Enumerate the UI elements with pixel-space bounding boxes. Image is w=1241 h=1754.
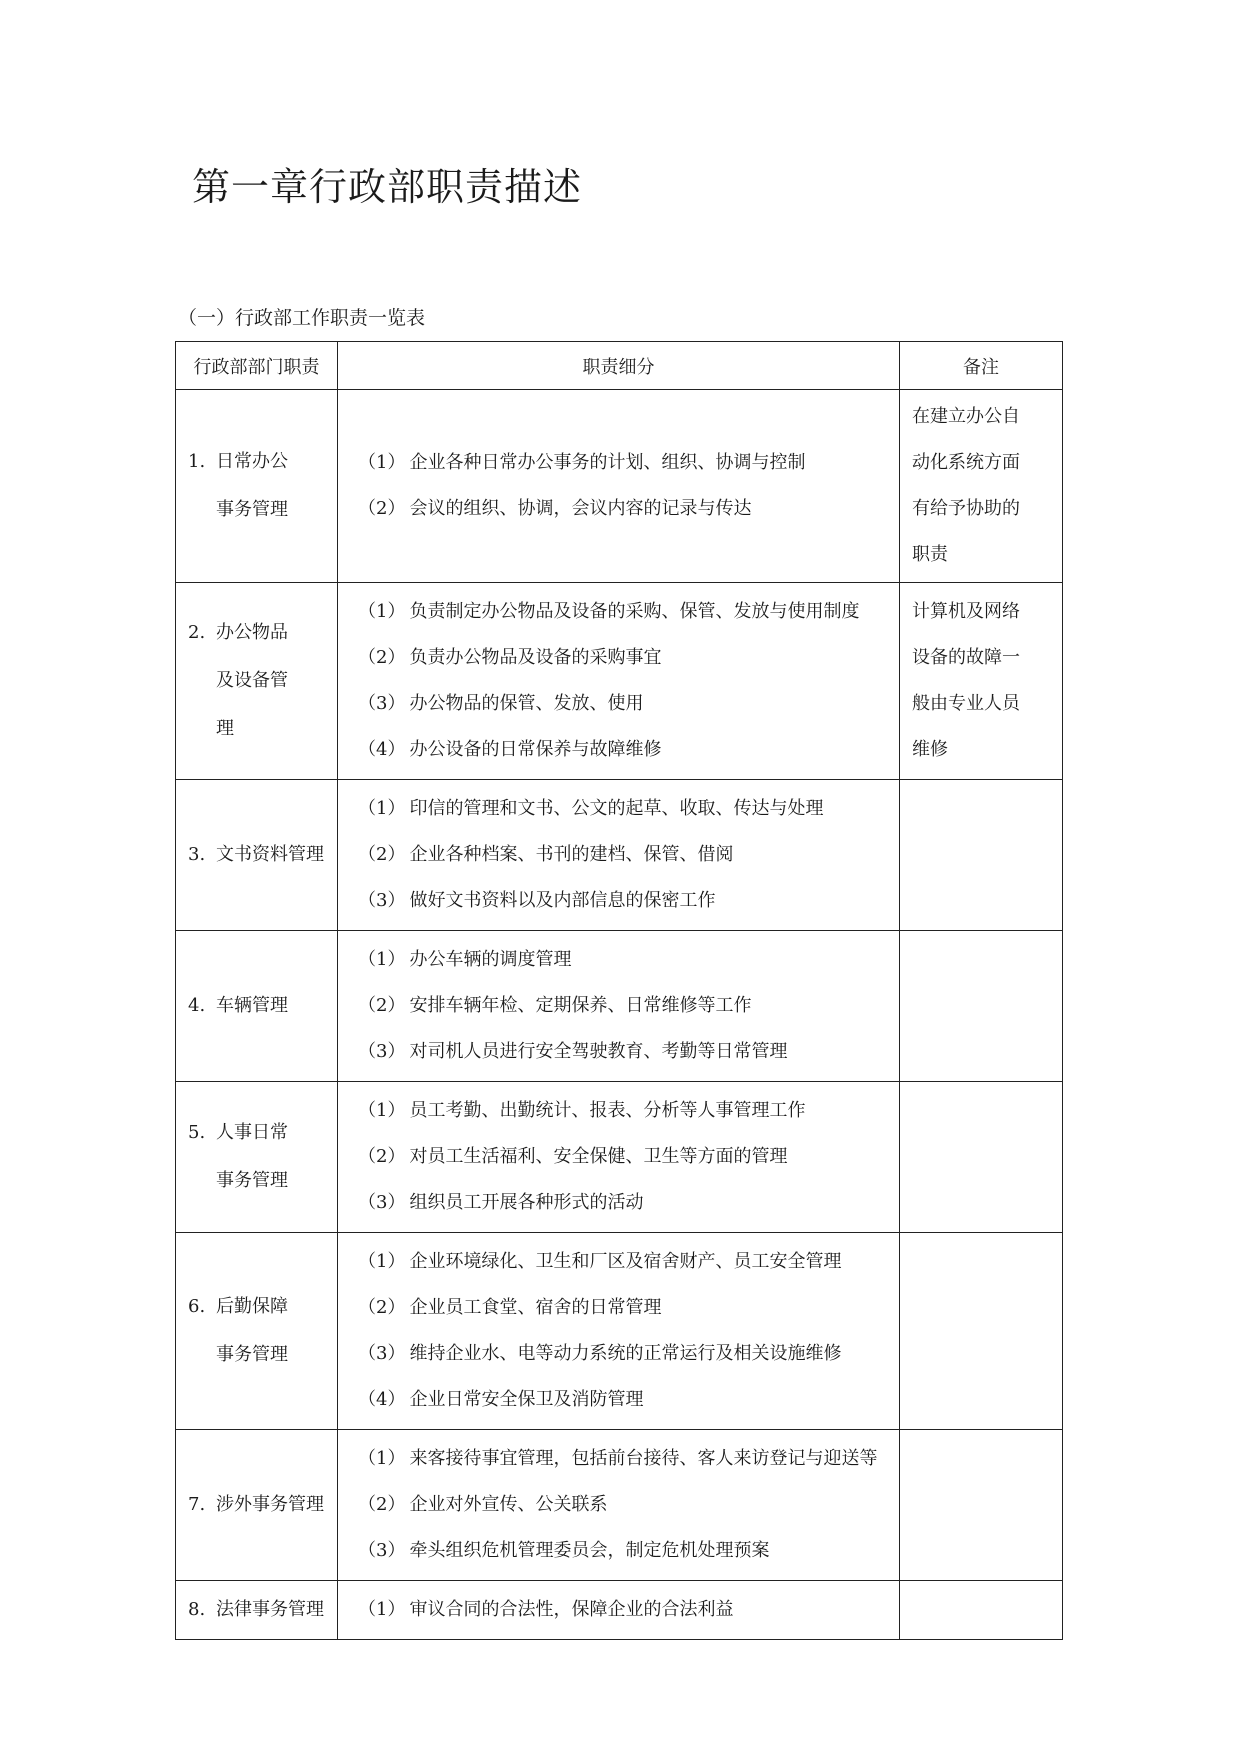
duty-item (358, 727, 899, 773)
table-row (176, 1430, 1063, 1581)
duty-details-cell (338, 1082, 900, 1233)
header-duty-details: 职责细分 (338, 342, 900, 390)
item-text: 企业各种日常办公事务的计划、组织、协调与控制 (409, 452, 806, 473)
department-cell (176, 931, 338, 1082)
duty-item (358, 832, 899, 878)
department-cell (176, 1430, 338, 1581)
note-text: 在建立办公自 动化系统方面 有给予协助的 职责 (912, 406, 1020, 565)
duty-item (358, 1482, 899, 1528)
note-text (900, 851, 1062, 859)
department-name: 后勤保障 事务管理 (216, 1296, 288, 1365)
duty-item (358, 878, 899, 924)
row-number: 4. (188, 995, 206, 1016)
row-number: 2. (188, 622, 206, 643)
row-number: 1. (188, 451, 206, 472)
duty-item (358, 1029, 899, 1075)
item-number: （2） (358, 647, 406, 668)
duty-item (358, 786, 899, 832)
note-cell (900, 583, 1063, 780)
table-row (176, 390, 1063, 583)
note-text (900, 1327, 1062, 1335)
department-name: 法律事务管理 (216, 1599, 324, 1620)
duty-details-cell (338, 931, 900, 1082)
note-cell (900, 780, 1063, 931)
item-number: （3） (358, 1540, 406, 1561)
note-cell (900, 1581, 1063, 1640)
note-cell (900, 1233, 1063, 1430)
item-text: 对员工生活福利、安全保健、卫生等方面的管理 (409, 1146, 788, 1167)
item-number: （3） (358, 1041, 406, 1062)
item-number: （1） (358, 601, 406, 622)
duty-details-cell (338, 583, 900, 780)
table-row (176, 583, 1063, 780)
row-number: 8. (188, 1599, 206, 1620)
duty-details-cell (338, 1581, 900, 1640)
department-name: 文书资料管理 (216, 844, 324, 865)
duty-item (358, 635, 899, 681)
item-number: （3） (358, 1192, 406, 1213)
item-text: 企业各种档案、书刊的建档、保管、借阅 (409, 844, 734, 865)
item-text: 企业对外宣传、公关联系 (409, 1494, 608, 1515)
duties-table (175, 341, 1063, 1640)
item-text: 负责办公物品及设备的采购事宜 (409, 647, 662, 668)
table-row (176, 931, 1063, 1082)
note-text (900, 1153, 1062, 1161)
item-number: （2） (358, 1297, 406, 1318)
header-notes: 备注 (900, 342, 1063, 390)
table-row (176, 780, 1063, 931)
item-text: 组织员工开展各种形式的活动 (409, 1192, 644, 1213)
row-number: 3. (188, 844, 206, 865)
department-name: 办公物品 及设备管 理 (216, 622, 288, 739)
item-number: （2） (358, 844, 406, 865)
duty-item (358, 1088, 899, 1134)
item-text: 办公设备的日常保养与故障维修 (409, 739, 662, 760)
note-cell (900, 1430, 1063, 1581)
item-number: （1） (358, 452, 406, 473)
item-text: 员工考勤、出勤统计、报表、分析等人事管理工作 (409, 1100, 806, 1121)
department-cell (176, 1233, 338, 1430)
duty-item (358, 681, 899, 727)
duty-item (358, 1134, 899, 1180)
item-number: （4） (358, 1389, 406, 1410)
department-cell (176, 1581, 338, 1640)
department-cell (176, 1082, 338, 1233)
item-number: （1） (358, 949, 406, 970)
item-number: （1） (358, 1251, 406, 1272)
item-number: （1） (358, 1100, 406, 1121)
item-text: 维持企业水、电等动力系统的正常运行及相关设施维修 (409, 1343, 842, 1364)
duty-item (358, 1239, 899, 1285)
duty-item (358, 937, 899, 983)
item-text: 牵头组织危机管理委员会，制定危机处理预案 (409, 1540, 770, 1561)
item-number: （1） (358, 1448, 406, 1469)
row-number: 7. (188, 1494, 206, 1515)
item-number: （3） (358, 1343, 406, 1364)
duty-details-cell (338, 780, 900, 931)
department-name: 涉外事务管理 (216, 1494, 324, 1515)
department-name: 人事日常 事务管理 (216, 1122, 288, 1191)
item-number: （3） (358, 890, 406, 911)
row-number: 6. (188, 1296, 206, 1317)
item-text: 会议的组织、协调，会议内容的记录与传达 (409, 498, 752, 519)
department-cell (176, 390, 338, 583)
duty-item (358, 1180, 899, 1226)
note-cell (900, 1082, 1063, 1233)
duty-item (358, 1528, 899, 1574)
item-text: 来客接待事宜管理，包括前台接待、客人来访登记与迎送等 (409, 1448, 878, 1469)
table-body (176, 390, 1063, 1640)
duty-item (358, 1436, 899, 1482)
note-cell (900, 390, 1063, 583)
item-number: （4） (358, 739, 406, 760)
department-name: 日常办公 事务管理 (216, 451, 288, 520)
duty-details-cell (338, 390, 900, 583)
row-number: 5. (188, 1122, 206, 1143)
note-text: 计算机及网络 设备的故障一 般由专业人员 维修 (912, 601, 1020, 760)
item-text: 做好文书资料以及内部信息的保密工作 (409, 890, 716, 911)
item-text: 负责制定办公物品及设备的采购、保管、发放与使用制度 (409, 601, 860, 622)
note-text (900, 1501, 1062, 1509)
duty-item (358, 1331, 899, 1377)
note-text (900, 1002, 1062, 1010)
item-text: 企业日常安全保卫及消防管理 (409, 1389, 644, 1410)
item-number: （2） (358, 498, 406, 519)
duty-item (358, 440, 899, 486)
duty-item (358, 1587, 899, 1633)
item-text: 安排车辆年检、定期保养、日常维修等工作 (409, 995, 752, 1016)
table-header-row (176, 342, 1063, 390)
department-cell (176, 583, 338, 780)
duty-item (358, 589, 899, 635)
table-row (176, 1581, 1063, 1640)
item-number: （2） (358, 1494, 406, 1515)
note-text (900, 1606, 1062, 1614)
item-text: 办公物品的保管、发放、使用 (409, 693, 644, 714)
item-text: 企业员工食堂、宿舍的日常管理 (409, 1297, 662, 1318)
item-text: 企业环境绿化、卫生和厂区及宿舍财产、员工安全管理 (409, 1251, 842, 1272)
item-number: （1） (358, 798, 406, 819)
duty-details-cell (338, 1430, 900, 1581)
duty-item (358, 1285, 899, 1331)
item-text: 办公车辆的调度管理 (409, 949, 572, 970)
section-title: （一）行政部工作职责一览表 (178, 307, 426, 329)
duty-item (358, 983, 899, 1029)
item-number: （2） (358, 1146, 406, 1167)
duty-item (358, 1377, 899, 1423)
table-row (176, 1233, 1063, 1430)
item-text: 对司机人员进行安全驾驶教育、考勤等日常管理 (409, 1041, 788, 1062)
note-cell (900, 931, 1063, 1082)
item-text: 印信的管理和文书、公文的起草、收取、传达与处理 (409, 798, 824, 819)
page-title: 第一章行政部职责描述 (192, 165, 583, 209)
item-number: （2） (358, 995, 406, 1016)
department-name: 车辆管理 (216, 995, 288, 1016)
header-department: 行政部部门职责 (176, 342, 338, 390)
duty-item (358, 486, 899, 532)
item-number: （1） (358, 1599, 406, 1620)
item-text: 审议合同的合法性，保障企业的合法利益 (409, 1599, 734, 1620)
department-cell (176, 780, 338, 931)
item-number: （3） (358, 693, 406, 714)
table-row (176, 1082, 1063, 1233)
duty-details-cell (338, 1233, 900, 1430)
